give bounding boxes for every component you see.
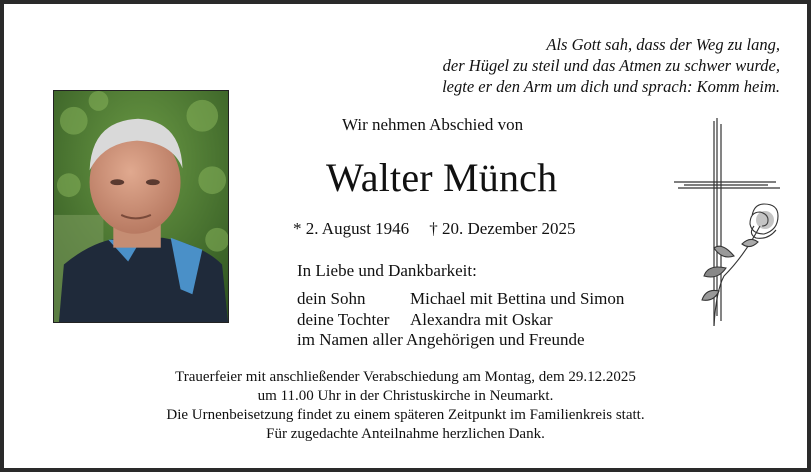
mourner-relation: deine Tochter bbox=[297, 309, 390, 329]
service-info bbox=[4, 368, 807, 444]
poem-line: Als Gott sah, dass der Weg zu lang, bbox=[546, 35, 780, 54]
gratitude-heading: In Liebe und Dankbarkeit: bbox=[297, 261, 477, 280]
service-line: Für zugedachte Anteilnahme herzlichen Dank. bbox=[266, 426, 545, 442]
birth-date: * 2. August 1946 bbox=[293, 219, 410, 238]
service-line: Die Urnenbeisetzung findet zu einem späteren Zeitpunkt im Familienkreis statt. bbox=[166, 407, 645, 423]
mourner-names: Michael mit Bettina und Simon bbox=[410, 289, 625, 308]
deceased-name: Walter Münch bbox=[326, 155, 558, 200]
death-date: † 20. Dezember 2025 bbox=[429, 219, 576, 238]
poem-line: der Hügel zu steil und das Atmen zu schwer wurde, bbox=[442, 56, 780, 75]
portrait-photo bbox=[53, 90, 229, 323]
service-line: um 11.00 Uhr in der Christuskirche in Neumarkt. bbox=[257, 388, 554, 404]
mourners-closing: im Namen aller Angehörigen und Freunde bbox=[297, 330, 585, 349]
service-line: Trauerfeier mit anschließender Verabschiedung am Montag, dem 29.12.2025 bbox=[175, 369, 636, 385]
mourner-row bbox=[297, 289, 624, 310]
mourners-list bbox=[297, 289, 624, 351]
poem bbox=[442, 34, 780, 97]
cross-with-rose-icon bbox=[664, 116, 784, 331]
poem-line: legte er den Arm um dich und sprach: Komm heim. bbox=[442, 77, 780, 96]
farewell-intro: Wir nehmen Abschied von bbox=[342, 115, 524, 134]
mourner-names: Alexandra mit Oskar bbox=[410, 309, 553, 329]
mourner-row bbox=[297, 310, 624, 331]
life-dates bbox=[293, 219, 576, 239]
mourner-relation: dein Sohn bbox=[297, 289, 366, 308]
portrait-image bbox=[54, 91, 228, 322]
